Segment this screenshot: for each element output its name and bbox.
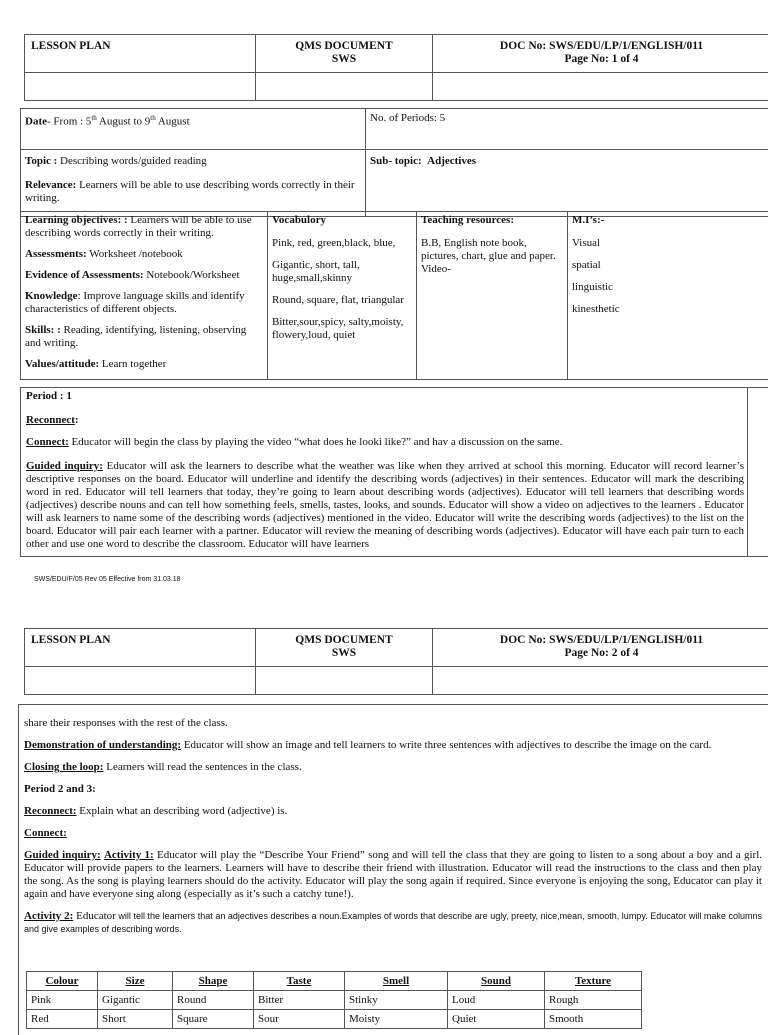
table-cell: Gigantic	[98, 991, 173, 1010]
header-blank-cell	[256, 73, 433, 101]
period1-block: Period : 1 Reconnect: Connect: Educator will begin the class by playing the video “what does he looki like?” and hav a discussion on the same. Guided inquiry: Educator will ask the learners to describe what the weather was like when they arrived at school this morning. Educator will record learner’s descriptive responses on the board. Educator will underline and identify the describing words (adjectives) in their sentences. Educator will mark the describing word in red. Educator will tell learners that today, they’re going to learn about describing words (adjectives). Educator will tell learners that describing words (adjectives) describe nouns and can tell how something feels, smells, tastes, looks, and sounds. Educator will show a video on adjectives to the learners . Educator will ask learners to name some of the describing words (adjectives) mentioned in the video. Educator will write the describing words (adjectives) to the list on the board. Educator will pair each learner with a partner. Educator will review the meaning of describing words (adjectives). Educator will have each pair turn to each other and use one word to describe the classroom. Educator will have learners	[20, 387, 768, 557]
table-cell: Round	[173, 991, 254, 1010]
table-cell: Moisty	[345, 1010, 448, 1029]
closing-loop-paragraph: Closing the loop: Learners will read the sentences in the class.	[24, 761, 762, 774]
table-cell: Square	[173, 1010, 254, 1029]
header-blank-cell	[256, 667, 433, 695]
page1-main-table	[20, 108, 768, 217]
page1-objectives-table	[20, 211, 768, 380]
header-blank-cell	[25, 667, 256, 695]
page2-header-table	[24, 628, 768, 695]
period23-heading: Period 2 and 3:	[24, 783, 96, 795]
table-cell: Bitter	[254, 991, 345, 1010]
share-text: share their responses with the rest of the class.	[24, 717, 762, 730]
table-cell: Rough	[545, 991, 642, 1010]
table-header: Taste	[254, 972, 345, 991]
topic-cell: Topic : Describing words/guided reading Relevance: Learners will be able to use describing words correctly in their writing.	[21, 150, 366, 217]
table-cell: Short	[98, 1010, 173, 1029]
qms-document-label: QMS DOCUMENT SWS	[256, 629, 433, 667]
date-cell: Date- From : 5th August to 9th August	[21, 109, 366, 150]
header-blank-cell	[433, 667, 768, 695]
connect-paragraph: Connect: Educator will begin the class by playing the video “what does he looki like?” and hav a discussion on the same.	[26, 436, 744, 449]
lesson-plan-title: LESSON PLAN	[25, 35, 256, 73]
table-cell: Smooth	[545, 1010, 642, 1029]
table-cell: Loud	[448, 991, 545, 1010]
qms-document-label: QMS DOCUMENT SWS	[256, 35, 433, 73]
page1-header-table	[24, 34, 768, 101]
table-cell: Stinky	[345, 991, 448, 1010]
describing-words-table	[26, 971, 642, 1029]
header-blank-cell	[25, 73, 256, 101]
connect-label: Connect:	[24, 827, 67, 839]
activity2-paragraph: Activity 2: Educator will tell the learners that an adjectives describes a noun.Examples of words that describe are ugly, preety, nice,mean, smooth, lumpy. Educator will make columns and give examples of describing words.	[24, 910, 762, 936]
table-header: Colour	[27, 972, 98, 991]
table-header: Shape	[173, 972, 254, 991]
page2-body-block	[18, 704, 768, 1035]
table-cell: Red	[27, 1010, 98, 1029]
vocabulary-cell: Vocabulory Pink, red, green,black, blue, Gigantic, short, tall, huge,small,skinny Round, square, flat, triangular Bitter,sour,spicy, salty,moisty, flowery,loud, quiet	[268, 212, 417, 380]
doc-number: DOC No: SWS/EDU/LP/1/ENGLISH/011 Page No: 1 of 4	[433, 35, 768, 73]
table-row	[27, 991, 642, 1010]
lesson-plan-title: LESSON PLAN	[25, 629, 256, 667]
page-footer: SWS/EDU/F/05 Rev 05 Effective from 31.03.18	[34, 576, 181, 583]
table-header: Texture	[545, 972, 642, 991]
table-cell: Sour	[254, 1010, 345, 1029]
table-cell: Pink	[27, 991, 98, 1010]
guided-activity1-paragraph: Guided inquiry: Activity 1: Educator will play the “Describe Your Friend” song and will tell the class that they are going to listen to a song about a boy and a girl. Educator will provide papers to the learners. Learners will have to describe their friend with illustration. Educator will read the instructions to the class and then play the song. As the song is playing learners should do the activity. Educator will play the song again if required. Since everyone is enjoying the song, Educator can play it again and have everyone sing along (especially as it’s such a catchy tune!).	[24, 849, 762, 901]
subtopic-cell: Sub- topic: Adjectives	[366, 150, 768, 217]
table-row	[27, 1010, 642, 1029]
period1-heading: Period : 1	[26, 390, 72, 402]
guided-inquiry-paragraph: Guided inquiry: Educator will ask the learners to describe what the weather was like when they arrived at school this morning. Educator will record learner’s descriptive responses on the board. Educator will underline and identify the describing words (adjectives) in their sentences. Educator will mark the describing word in red. Educator will tell learners that today, they’re going to learn about describing words (adjectives). Educator will tell learners that describing words (adjectives) describe nouns and can tell how something feels, smells, tastes, looks, and sounds. Educator will show a video on adjectives to the learners . Educator will ask learners to name some of the describing words (adjectives) mentioned in the video. Educator will write the describing words (adjectives) to the list on the board. Educator will pair each learner with a partner. Educator will review the meaning of describing words (adjectives). Educator will have each pair turn to each other and use one word to describe the classroom. Educator will have learners	[26, 460, 744, 551]
table-header: Sound	[448, 972, 545, 991]
table-cell: Quiet	[448, 1010, 545, 1029]
objectives-cell: Learning objectives: : Learners will be able to use describing words correctly in their writing. Assessments: Worksheet /notebook Evidence of Assessments: Notebook/Worksheet Knowledge: Improve language skills and identify characteristics of different objects. Skills: : Reading, identifying, listening, observing and writing. Values/attitude: Learn together	[21, 212, 268, 380]
demonstration-paragraph: Demonstration of understanding: Educator will show an image and tell learners to write three sentences with adjectives to describe the image on the card.	[24, 739, 762, 752]
reconnect-paragraph: Reconnect: Explain what an describing word (adjective) is.	[24, 805, 762, 818]
table-header-row	[27, 972, 642, 991]
header-blank-cell	[433, 73, 768, 101]
mi-cell: M.I’s:- Visual spatial linguistic kinesthetic	[568, 212, 768, 380]
table-header: Smell	[345, 972, 448, 991]
doc-number: DOC No: SWS/EDU/LP/1/ENGLISH/011 Page No: 2 of 4	[433, 629, 768, 667]
reconnect-label: Reconnect	[26, 414, 75, 426]
periods-cell: No. of Periods: 5	[366, 109, 768, 150]
table-header: Size	[98, 972, 173, 991]
right-margin-column	[747, 388, 768, 556]
resources-cell: Teaching resources: B.B, English note book, pictures, chart, glue and paper. Video-	[417, 212, 568, 380]
